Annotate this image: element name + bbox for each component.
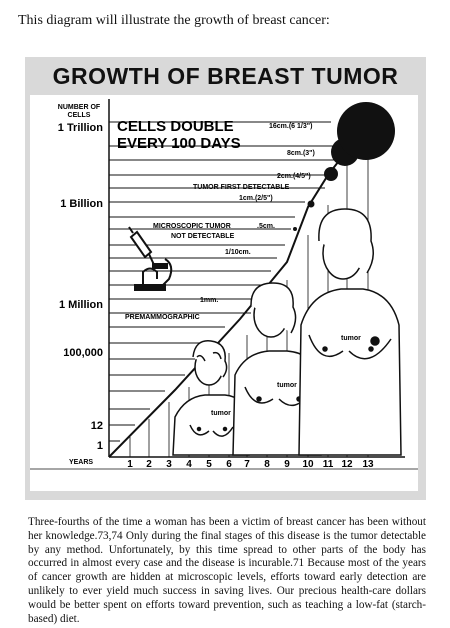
y-axis-header-2: CELLS xyxy=(67,112,91,119)
tumor-dot-16cm xyxy=(337,102,395,160)
size-label-half-cm: .5cm. xyxy=(257,223,275,230)
y-tick-billion: 1 Billion xyxy=(60,198,103,210)
x-axis-label: YEARS xyxy=(68,459,94,466)
intro-text: This diagram will illustrate the growth of breast cancer: xyxy=(18,13,330,28)
diagram-panel xyxy=(25,57,426,500)
size-label-1mm: 1mm. xyxy=(200,297,219,304)
x-tick: 3 xyxy=(166,459,172,470)
size-label-8cm: 8cm.(3") xyxy=(287,150,315,157)
y-tick-12: 12 xyxy=(90,420,103,432)
size-label-2cm: 2cm.(4/5") xyxy=(277,173,311,180)
x-tick: 7 xyxy=(244,459,250,470)
y-tick-1: 1 xyxy=(96,440,103,452)
x-tick: 1 xyxy=(127,459,133,470)
x-tick: 13 xyxy=(362,459,374,470)
tumor-label-medium: tumor xyxy=(277,382,297,389)
tumor-label-large: tumor xyxy=(341,335,361,342)
x-tick: 12 xyxy=(341,459,353,470)
first-detectable-label: TUMOR FIRST DETECTABLE xyxy=(193,184,290,191)
x-tick: 10 xyxy=(302,459,314,470)
premammographic-label: PREMAMMOGRAPHIC xyxy=(125,314,200,321)
y-tick-million: 1 Million xyxy=(59,299,103,311)
growth-diagram xyxy=(25,57,426,500)
x-tick: 11 xyxy=(322,459,334,470)
size-label-tenth-cm: 1/10cm. xyxy=(225,249,251,256)
microscopic-label-1: MICROSCOPIC TUMOR xyxy=(153,223,231,230)
body-paragraph: Three-fourths of the time a woman has been a victim of breast cancer has been without her knowledge.73,74 Only during the final stages of this disease is the tumor detectable by any method. Unfortunately, by this time spread to other parts of the body has occurred in almost every case and the disease is incurable.71 Because most of the years of cancer growth are hidden at microscopic levels, efforts toward early detection are unlikely to ever yield much success in saving lives. Our precious health-care dollars would be better spent on efforts toward prevention, such as teaching a low-fat (starch-based) diet. xyxy=(28,516,426,625)
tumor-dot-2cm xyxy=(324,167,338,181)
headline-cells-double: CELLS DOUBLE xyxy=(117,118,234,135)
size-label-1cm: 1cm.(2/5") xyxy=(239,195,273,202)
x-tick: 2 xyxy=(146,459,152,470)
tumor-dot-half-cm xyxy=(293,227,297,231)
x-tick: 6 xyxy=(226,459,232,470)
y-axis-header-1: NUMBER OF xyxy=(57,104,101,111)
y-tick-trillion: 1 Trillion xyxy=(57,122,103,134)
size-label-16cm: 16cm.(6 1/3") xyxy=(269,123,313,130)
x-tick: 9 xyxy=(284,459,290,470)
x-tick: 8 xyxy=(264,459,270,470)
x-tick: 5 xyxy=(206,459,212,470)
headline-every-100-days: EVERY 100 DAYS xyxy=(117,135,241,152)
microscopic-label-2: NOT DETECTABLE xyxy=(171,233,235,240)
x-tick: 4 xyxy=(186,459,192,470)
tumor-dot-1cm xyxy=(308,201,315,208)
y-tick-100000: 100,000 xyxy=(63,347,103,359)
diagram-title: GROWTH OF BREAST TUMOR xyxy=(52,63,399,89)
tumor-label-small: tumor xyxy=(211,410,231,417)
